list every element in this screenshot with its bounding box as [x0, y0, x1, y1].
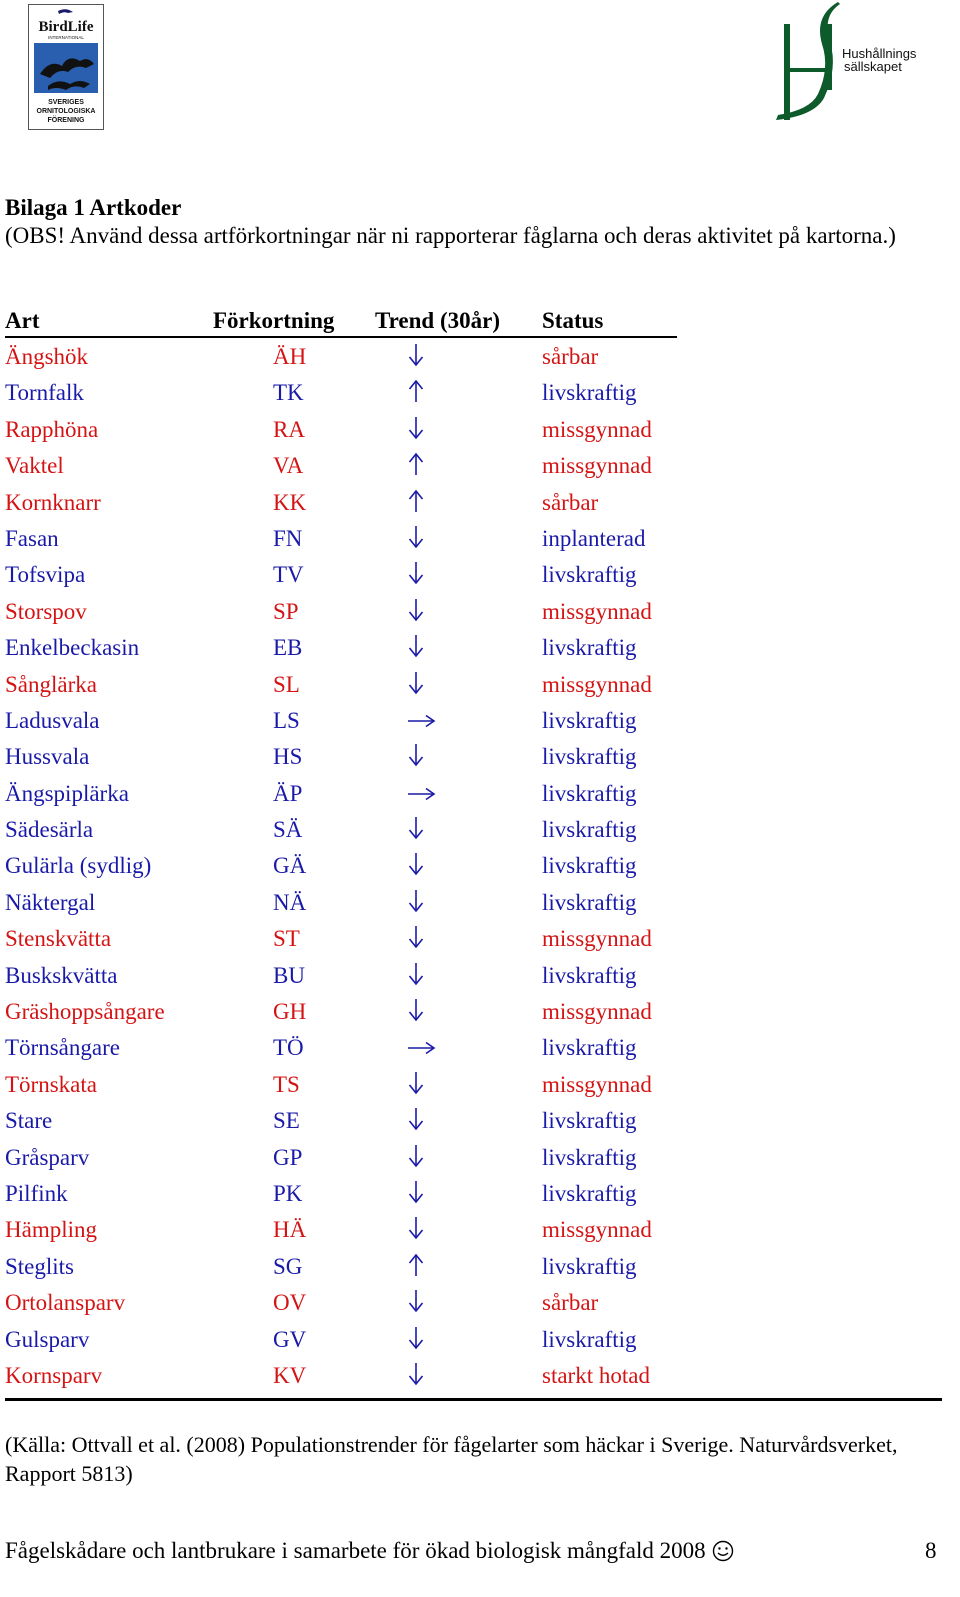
species-status: livskraftig: [542, 635, 637, 661]
arrow-down-icon: [405, 559, 427, 587]
species-status: livskraftig: [542, 1253, 637, 1279]
table-row: [5, 811, 955, 847]
species-code: BU: [273, 962, 305, 988]
species-code: OV: [273, 1290, 307, 1316]
species-code: FN: [273, 525, 303, 551]
species-code: GP: [273, 1144, 303, 1170]
arrow-up-icon: [405, 487, 427, 515]
species-status: livskraftig: [542, 780, 637, 806]
species-name: Ängspiplärka: [5, 780, 129, 806]
hs-logo-line1: Hushållnings: [842, 46, 917, 61]
species-name: Storspov: [5, 598, 87, 624]
species-name: Näktergal: [5, 889, 96, 915]
arrow-down-icon: [405, 996, 427, 1024]
table-bottom-rule: [5, 1398, 942, 1401]
species-status: livskraftig: [542, 707, 637, 733]
species-code: GV: [273, 1326, 307, 1352]
table-row: [5, 520, 955, 556]
arrow-down-icon: [405, 1360, 427, 1388]
table-row: [5, 993, 955, 1029]
species-status: livskraftig: [542, 817, 637, 843]
species-code: PK: [273, 1180, 303, 1206]
arrow-down-icon: [405, 741, 427, 769]
arrow-right-icon: [405, 778, 427, 806]
page-footer: [5, 1538, 734, 1568]
species-code: NÄ: [273, 889, 307, 915]
table-row: [5, 920, 955, 956]
species-name: Stare: [5, 1108, 53, 1134]
species-name: Gulsparv: [5, 1326, 90, 1352]
arrow-down-icon: [405, 632, 427, 660]
arrow-down-icon: [405, 1214, 427, 1242]
table-row: [5, 884, 955, 920]
sof-logo-line3: FÖRENING: [47, 117, 85, 124]
table-row: [5, 1321, 955, 1357]
species-name: Tornfalk: [5, 380, 84, 406]
header-art: Art: [5, 308, 40, 333]
table-row: [5, 1284, 955, 1320]
arrow-down-icon: [405, 850, 427, 878]
species-status: sårbar: [542, 1290, 599, 1316]
species-status: starkt hotad: [542, 1362, 650, 1388]
species-name: Hussvala: [5, 744, 90, 770]
species-code: TS: [273, 1071, 300, 1097]
arrow-up-icon: [405, 1251, 427, 1279]
header-status: Status: [542, 308, 604, 333]
species-status: livskraftig: [542, 889, 637, 915]
species-status: missgynnad: [542, 999, 652, 1025]
arrow-up-icon: [405, 450, 427, 478]
species-code: SÄ: [273, 817, 303, 843]
species-name: Enkelbeckasin: [5, 635, 140, 661]
hs-logo-line2: sällskapet: [844, 59, 902, 74]
species-name: Fasan: [5, 525, 59, 551]
species-status: livskraftig: [542, 1144, 637, 1170]
arrow-down-icon: [405, 960, 427, 988]
table-row: [5, 1139, 955, 1175]
arrow-down-icon: [405, 1287, 427, 1315]
species-code: TÖ: [273, 1035, 304, 1061]
header-abbr: Förkortning: [213, 308, 335, 333]
table-row: [5, 447, 955, 483]
sof-logo-line1: SVERIGES: [48, 99, 84, 106]
species-code: KV: [273, 1362, 307, 1388]
species-code: LS: [273, 707, 300, 733]
species-code: SG: [273, 1253, 303, 1279]
species-status: livskraftig: [542, 853, 637, 879]
arrow-down-icon: [405, 887, 427, 915]
species-name: Ortolansparv: [5, 1290, 126, 1316]
species-status: missgynnad: [542, 416, 652, 442]
hushallningssallskapet-logo: [768, 2, 928, 124]
species-name: Gulärla (sydlig): [5, 853, 152, 879]
species-status: missgynnad: [542, 1217, 652, 1243]
species-name: Ladusvala: [5, 707, 100, 733]
species-code: KK: [273, 489, 307, 515]
table-row: [5, 1102, 955, 1138]
species-name: Steglits: [5, 1253, 75, 1279]
table-row: [5, 1029, 955, 1065]
species-status: missgynnad: [542, 598, 652, 624]
table-row: [5, 1211, 955, 1247]
arrow-down-icon: [405, 1105, 427, 1133]
species-status: livskraftig: [542, 962, 637, 988]
arrow-down-icon: [405, 814, 427, 842]
table-row: [5, 738, 955, 774]
table-row: [5, 484, 955, 520]
table-row: [5, 629, 955, 665]
species-status: livskraftig: [542, 380, 637, 406]
arrow-down-icon: [405, 414, 427, 442]
table-row: [5, 702, 955, 738]
species-status: missgynnad: [542, 1071, 652, 1097]
arrow-down-icon: [405, 923, 427, 951]
arrow-up-icon: [405, 377, 427, 405]
species-code: SP: [273, 598, 299, 624]
species-code: ÄP: [273, 780, 303, 806]
header-trend: Trend (30år): [375, 308, 500, 333]
species-name: Vaktel: [5, 453, 64, 479]
species-code: ST: [273, 926, 300, 952]
table-row: [5, 957, 955, 993]
species-code: VA: [273, 453, 304, 479]
species-table: [5, 306, 955, 1393]
table-header: [5, 306, 955, 338]
species-status: livskraftig: [542, 1326, 637, 1352]
species-code: HÄ: [273, 1217, 307, 1243]
species-status: livskraftig: [542, 1180, 637, 1206]
species-code: GH: [273, 999, 307, 1025]
species-name: Gräshoppsångare: [5, 999, 165, 1025]
table-row: [5, 666, 955, 702]
species-code: SE: [273, 1108, 300, 1134]
species-name: Sädesärla: [5, 817, 94, 843]
arrow-right-icon: [405, 1032, 427, 1060]
species-name: Gråsparv: [5, 1144, 90, 1170]
species-code: TK: [273, 380, 304, 406]
table-row: [5, 374, 955, 410]
birdlife-logo-sub: INTERNATIONAL: [48, 35, 84, 40]
arrow-down-icon: [405, 669, 427, 697]
species-name: Tofsvipa: [5, 562, 86, 588]
appendix-note: (OBS! Använd dessa artförkortningar när ni rapporterar fåglarna och deras aktivitet på kartorna.): [5, 223, 896, 248]
species-name: Kornsparv: [5, 1362, 103, 1388]
species-name: Buskskvätta: [5, 962, 118, 988]
species-code: RA: [273, 416, 305, 442]
smiley-icon: [712, 1540, 734, 1568]
arrow-down-icon: [405, 1178, 427, 1206]
species-name: Törnskata: [5, 1071, 97, 1097]
table-row: [5, 1357, 955, 1393]
species-name: Sånglärka: [5, 671, 97, 697]
species-status: inplanterad: [542, 525, 646, 551]
arrow-down-icon: [405, 523, 427, 551]
species-name: Stenskvätta: [5, 926, 112, 952]
table-row: [5, 593, 955, 629]
species-status: sårbar: [542, 344, 599, 369]
species-status: livskraftig: [542, 1035, 637, 1061]
footer-text: Fågelskådare och lantbrukare i samarbete för ökad biologisk mångfald 2008: [5, 1538, 706, 1563]
species-code: SL: [273, 671, 300, 697]
species-status: missgynnad: [542, 926, 652, 952]
birdlife-sof-logo: [28, 4, 104, 130]
species-name: Hämpling: [5, 1217, 97, 1243]
arrow-down-icon: [405, 1142, 427, 1170]
arrow-down-icon: [405, 1324, 427, 1352]
table-row: [5, 1248, 955, 1284]
arrow-down-icon: [405, 596, 427, 624]
species-status: missgynnad: [542, 453, 652, 479]
species-code: TV: [273, 562, 304, 588]
species-code: HS: [273, 744, 303, 770]
species-name: Ängshök: [5, 344, 89, 369]
species-status: livskraftig: [542, 744, 637, 770]
birdlife-logo-name: BirdLife: [38, 19, 94, 35]
species-status: livskraftig: [542, 562, 637, 588]
arrow-down-icon: [405, 1069, 427, 1097]
table-row: [5, 338, 955, 374]
table-row: [5, 1175, 955, 1211]
species-status: sårbar: [542, 489, 599, 515]
arrow-down-icon: [405, 341, 427, 369]
table-row: [5, 775, 955, 811]
species-name: Rapphöna: [5, 416, 99, 442]
arrow-right-icon: [405, 705, 427, 733]
source-citation: (Källa: Ottvall et al. (2008) Populationstrender för fågelarter som häckar i Sverige. Naturvårdsverket, Rapport 5813): [5, 1432, 898, 1486]
species-status: livskraftig: [542, 1108, 637, 1134]
species-name: Kornknarr: [5, 489, 101, 515]
species-status: missgynnad: [542, 671, 652, 697]
appendix-heading: Bilaga 1 Artkoder: [5, 195, 182, 220]
species-code: ÄH: [273, 344, 307, 369]
table-body: [5, 338, 955, 1393]
sof-logo-line2: ORNITOLOGISKA: [36, 108, 96, 115]
species-name: Pilfink: [5, 1180, 68, 1206]
species-code: GÄ: [273, 853, 307, 879]
page-number: 8: [925, 1538, 937, 1563]
table-row: [5, 556, 955, 592]
species-name: Törnsångare: [5, 1035, 120, 1061]
table-row: [5, 847, 955, 883]
species-code: EB: [273, 635, 303, 661]
table-row: [5, 1066, 955, 1102]
table-row: [5, 411, 955, 447]
